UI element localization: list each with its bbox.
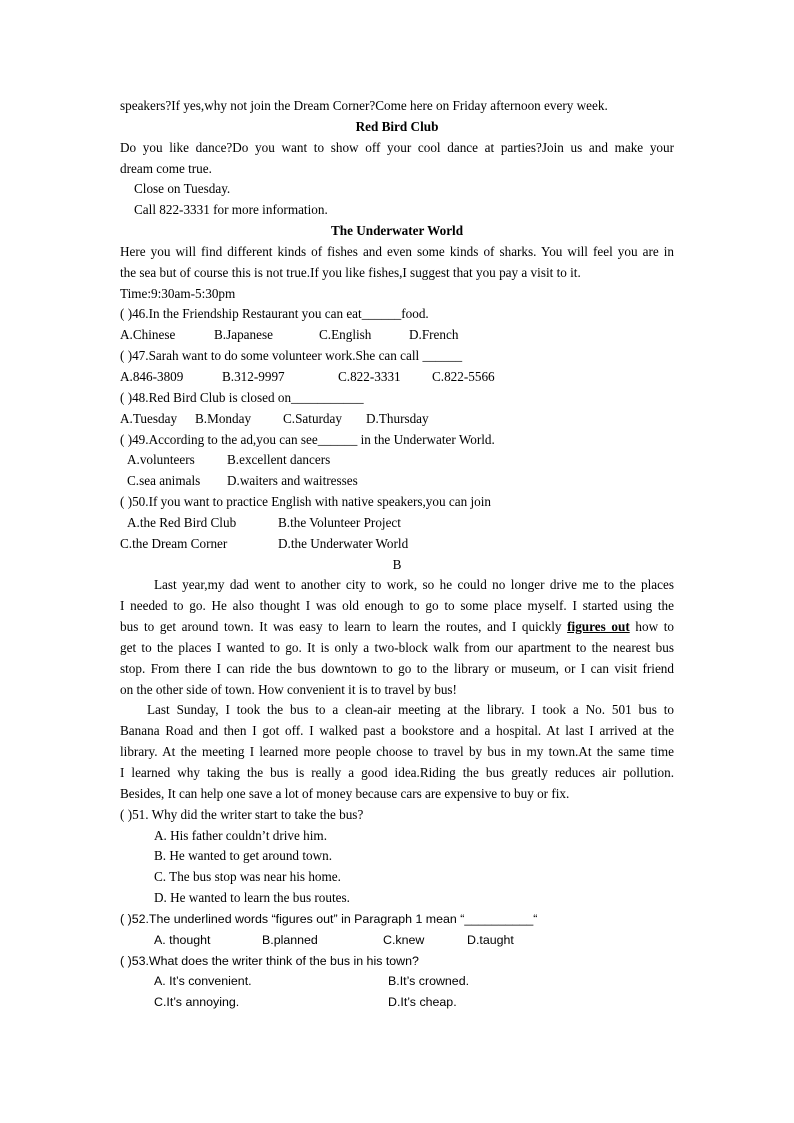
option-d[interactable]: D. He wanted to learn the bus routes.: [154, 890, 350, 906]
red-bird-text-line: dream come true.: [120, 160, 212, 176]
question-47-stem: ( )47.Sarah want to do some volunteer work.She can call ______: [120, 348, 463, 364]
passage-line: I needed to go. He also thought I was old enough to go to some place myself. I started using the: [120, 598, 674, 614]
red-bird-title: Red Bird Club: [355, 118, 439, 134]
underwater-text-line: Here you will find different kinds of fishes and even some kinds of sharks. You will feel you are in: [120, 243, 674, 259]
option-c[interactable]: C.Saturday: [283, 410, 342, 426]
passage-line: library. At the meeting I learned more people choose to travel by bus in my town.At the same time: [120, 744, 674, 760]
question-53-options-row1: [120, 971, 674, 992]
option-b[interactable]: B.excellent dancers: [227, 452, 331, 468]
option-a[interactable]: A.volunteers: [127, 452, 195, 468]
option-a[interactable]: A. thought: [154, 932, 211, 947]
option-a[interactable]: A.846-3809: [120, 368, 184, 384]
red-bird-closed: Close on Tuesday.: [134, 181, 231, 197]
question-48-options: [120, 409, 674, 430]
option-c[interactable]: C.sea animals: [127, 473, 201, 489]
option-c[interactable]: C. The bus stop was near his home.: [154, 869, 341, 885]
worksheet-page: [120, 96, 674, 1013]
question-48-stem: ( )48.Red Bird Club is closed on___________: [120, 389, 364, 405]
option-b[interactable]: B. He wanted to get around town.: [154, 848, 332, 864]
passage-line: Banana Road and then I got off. I walked past a bookstore and a hospital. At last I arrived at the: [120, 723, 674, 739]
passage-line: Besides, It can help one save a lot of money because cars are expensive to buy or fix.: [120, 785, 570, 801]
passage-line: stop. From there I can ride the bus downtown to go to the library or museum, or I can visit friend: [120, 660, 674, 676]
option-a[interactable]: A.the Red Bird Club: [127, 514, 237, 530]
question-46-options: [120, 325, 674, 346]
underlined-phrase: figures out: [567, 619, 630, 635]
option-c2[interactable]: C.822-5566: [432, 368, 495, 384]
underwater-title: The Underwater World: [330, 223, 464, 239]
passage-line-underlined: [120, 617, 674, 638]
underwater-time: Time:9:30am-5:30pm: [120, 285, 236, 301]
red-bird-call: Call 822-3331 for more information.: [134, 202, 328, 218]
red-bird-text-line: Do you like dance?Do you want to show off your cool dance at parties?Join us and make your: [120, 139, 674, 155]
question-50-options-row1: [120, 513, 674, 534]
passage-line: Last Sunday, I took the bus to a clean-air meeting at the library. I took a No. 501 bus to: [147, 702, 674, 718]
option-a[interactable]: A. His father couldn’t drive him.: [154, 827, 327, 843]
passage-line: Last year,my dad went to another city to work, so he could no longer drive me to the places: [154, 577, 674, 593]
option-b[interactable]: B.Japanese: [214, 327, 273, 343]
question-52-options: [120, 930, 674, 951]
passage-text: bus to get around town. It was easy to learn to learn the routes, and I quickly: [120, 619, 568, 635]
question-53-stem: ( )53.What does the writer think of the bus in his town?: [120, 953, 419, 968]
passage-text: how to: [629, 619, 674, 635]
option-c[interactable]: C.822-3331: [338, 368, 401, 384]
option-a[interactable]: A.Chinese: [120, 327, 176, 343]
passage-line: get to the places I wanted to go. It is only a two-block walk from our apartment to the nearest bus: [120, 639, 674, 655]
option-a[interactable]: A.Tuesday: [120, 410, 178, 426]
question-52-stem: ( )52.The underlined words “figures out” in Paragraph 1 mean “__________“: [120, 911, 538, 926]
option-c[interactable]: C.knew: [383, 932, 425, 947]
question-49-stem: ( )49.According to the ad,you can see______ in the Underwater World.: [120, 431, 495, 447]
question-47-options: [120, 367, 674, 388]
question-53-options-row2: [120, 992, 674, 1013]
option-b[interactable]: B.the Volunteer Project: [278, 514, 401, 530]
question-51-stem: ( )51. Why did the writer start to take the bus?: [120, 806, 364, 822]
passage-line: on the other side of town. How convenient it is to travel by bus!: [120, 681, 457, 697]
question-49-options-row1: [120, 450, 674, 471]
option-c[interactable]: C.the Dream Corner: [120, 535, 228, 551]
option-c[interactable]: C.It’s annoying.: [154, 995, 240, 1010]
option-d[interactable]: D.taught: [467, 932, 514, 947]
question-50-stem: ( )50.If you want to practice English with native speakers,you can join: [120, 494, 491, 510]
option-d[interactable]: D.waiters and waitresses: [227, 473, 358, 489]
intro-tail-text: speakers?If yes,why not join the Dream Corner?Come here on Friday afternoon every week.: [120, 98, 608, 113]
question-46-stem: ( )46.In the Friendship Restaurant you can eat______food.: [120, 306, 429, 322]
passage-line: I learned why taking the bus is really a good idea.Riding the bus greatly reduces air pollution.: [120, 765, 674, 780]
option-c[interactable]: C.English: [319, 327, 372, 343]
option-d[interactable]: D.It’s cheap.: [388, 995, 457, 1010]
option-b[interactable]: B.It’s crowned.: [388, 974, 470, 989]
option-b[interactable]: B.312-9997: [222, 368, 285, 384]
question-49-options-row2: [120, 471, 674, 492]
option-d[interactable]: D.the Underwater World: [278, 535, 409, 551]
option-d[interactable]: D.Thursday: [366, 410, 429, 426]
option-b[interactable]: B.Monday: [195, 410, 252, 426]
option-d[interactable]: D.French: [409, 327, 459, 343]
option-b[interactable]: B.planned: [262, 932, 318, 947]
section-b-heading: B: [392, 556, 402, 572]
question-50-options-row2: [120, 534, 674, 555]
option-a[interactable]: A. It’s convenient.: [154, 974, 252, 989]
underwater-text-line: the sea but of course this is not true.If you like fishes,I suggest that you pay a visit to it.: [120, 264, 581, 280]
